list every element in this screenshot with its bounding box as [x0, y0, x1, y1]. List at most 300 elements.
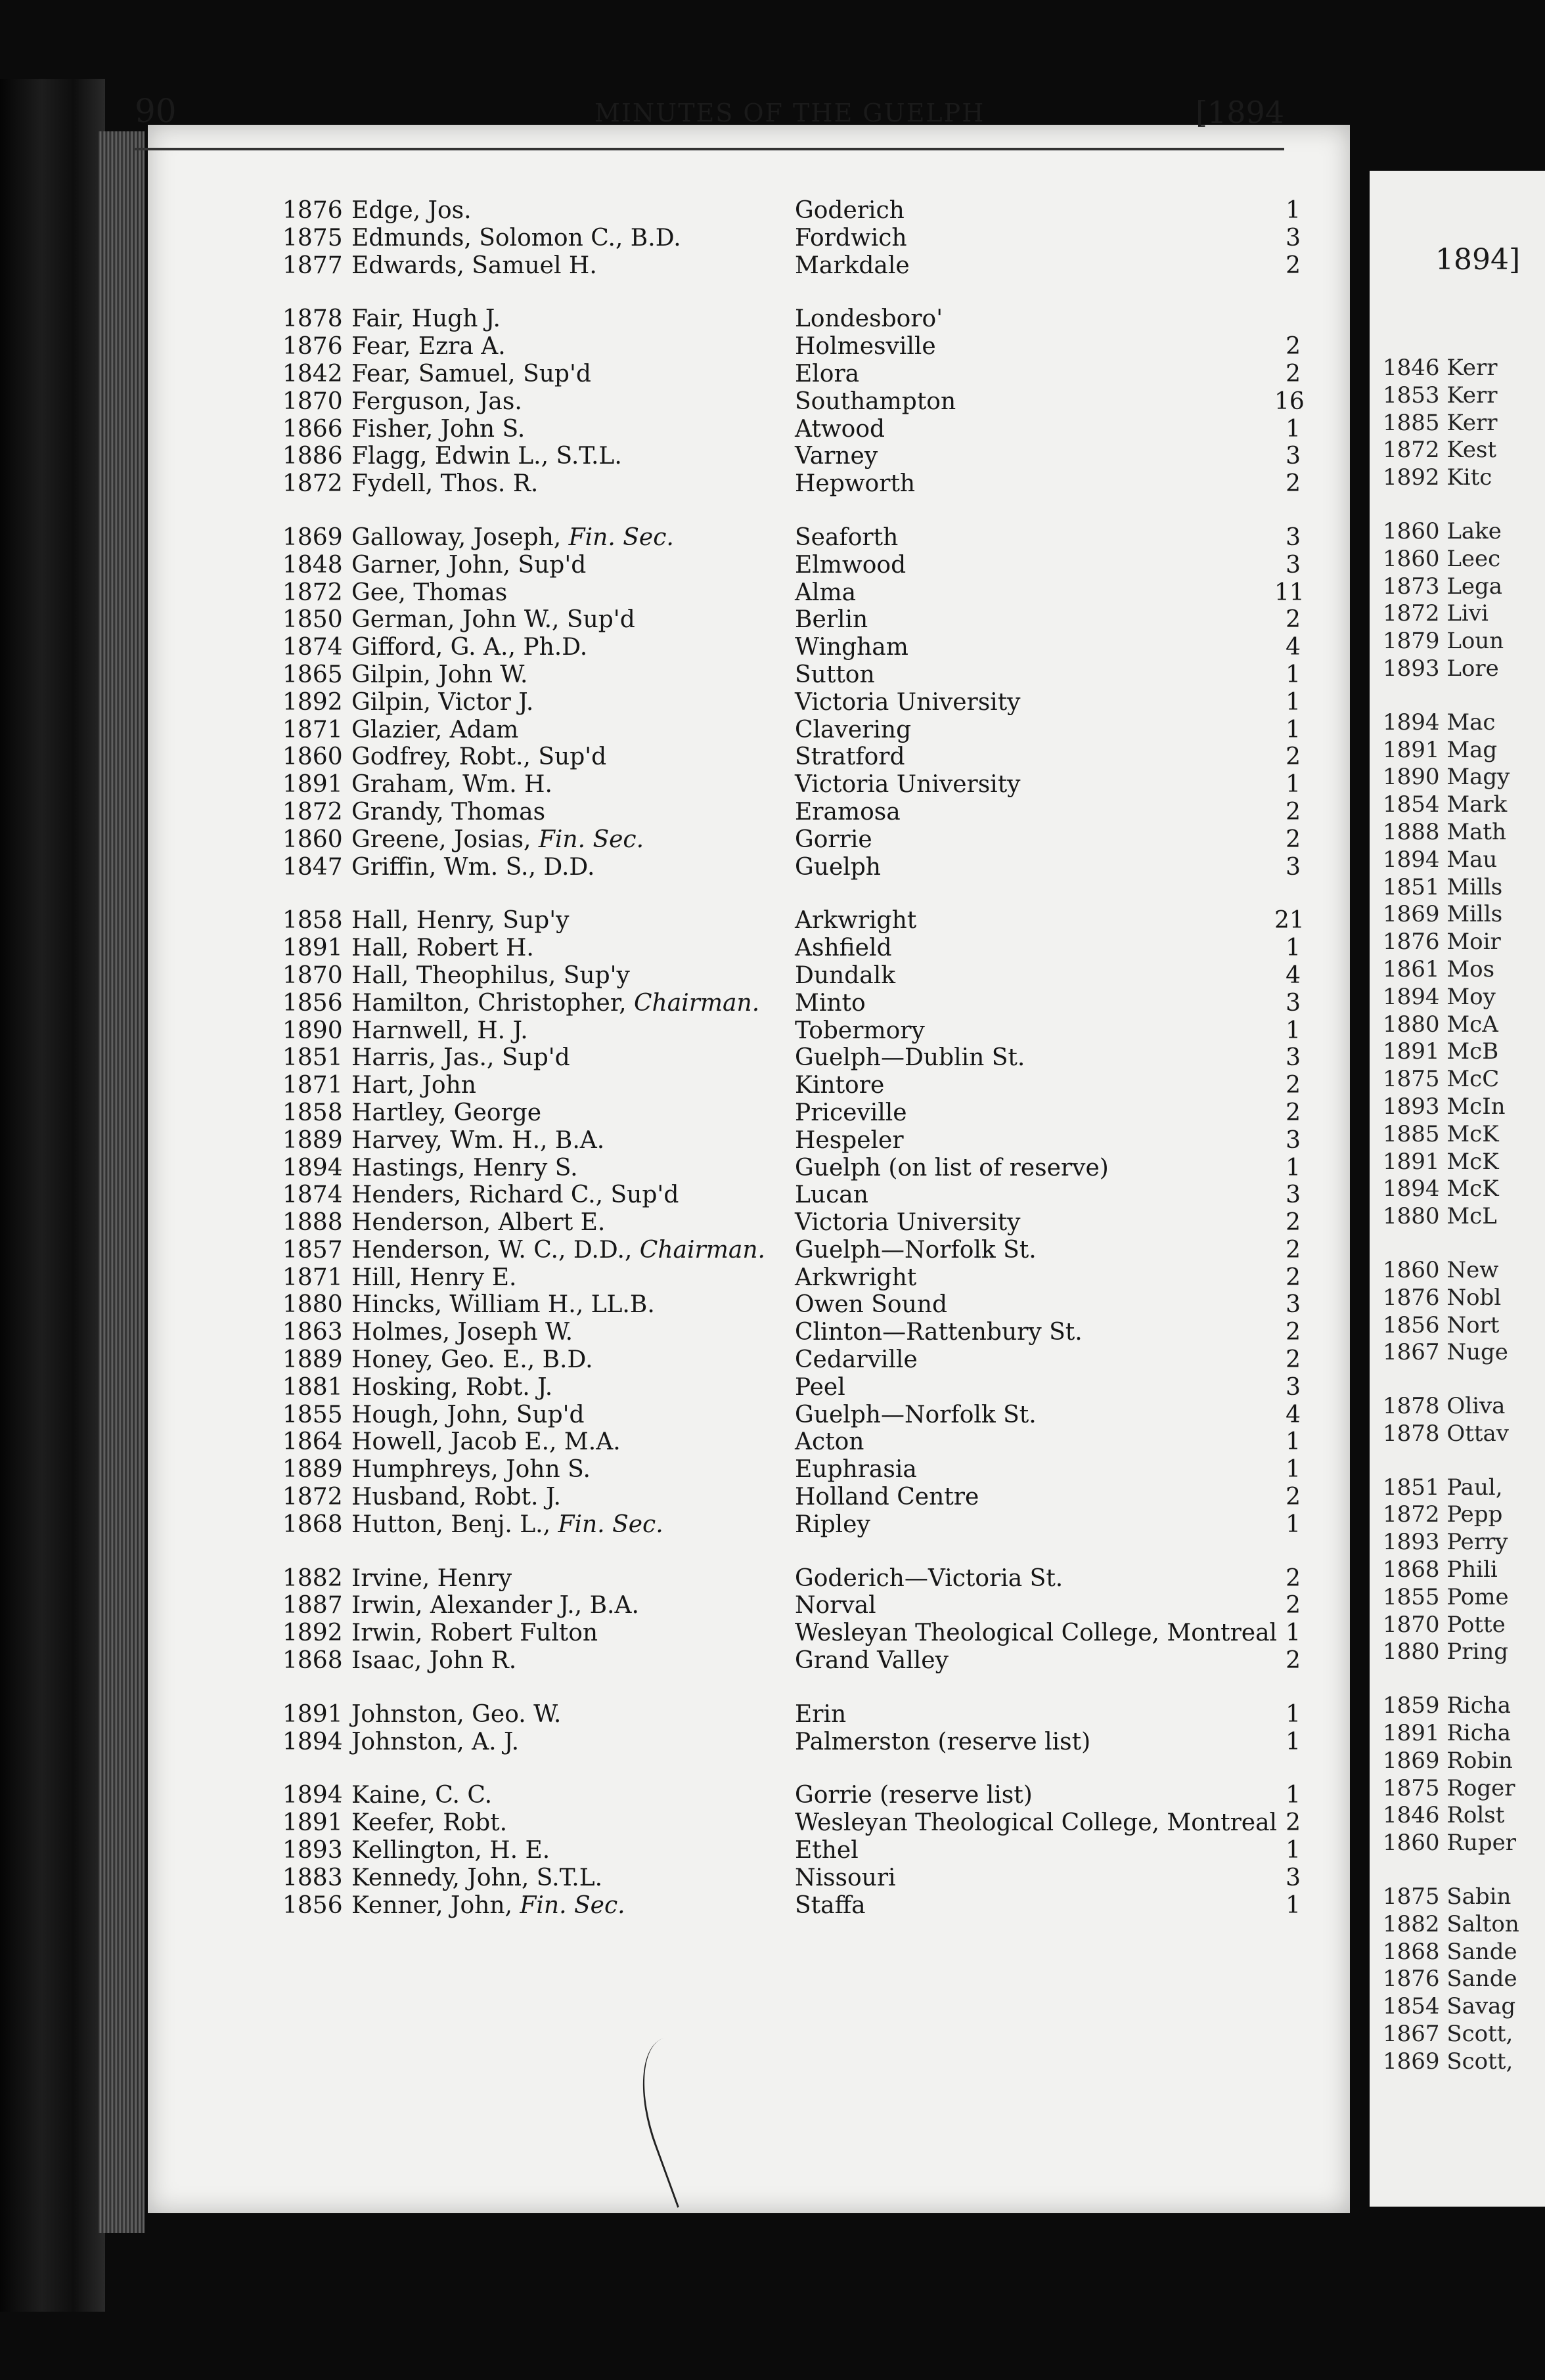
entry-year: 1860	[282, 826, 343, 853]
right-entry: 1879 Loun	[1383, 628, 1504, 655]
entry-row	[282, 333, 1307, 361]
entry-years-count: 2	[1286, 1099, 1301, 1126]
entry-year: 1876	[282, 333, 343, 361]
entry-years-count: 2	[1286, 826, 1301, 853]
entry-year: 1881	[282, 1373, 343, 1401]
right-entry: 1880 Pring	[1383, 1639, 1509, 1665]
entry-name-text: Hutton, Benj. L.,	[351, 1510, 551, 1538]
entry-station: Holland Centre	[795, 1484, 979, 1511]
entry-years-count: 3	[1286, 1181, 1301, 1209]
entry-row	[282, 743, 1307, 771]
entry-name	[351, 634, 587, 661]
entry-years-count: 4	[1286, 1401, 1301, 1428]
entry-row	[282, 1072, 1307, 1099]
entry-row	[282, 1837, 1307, 1864]
right-entry: 1892 Kitc	[1383, 464, 1492, 491]
entry-name	[351, 1592, 639, 1620]
entry-station: Minto	[795, 989, 866, 1017]
entry-station: Norval	[795, 1592, 876, 1620]
entry-years-count: 3	[1286, 224, 1301, 252]
entry-row	[282, 907, 1307, 935]
entry-year: 1864	[282, 1428, 343, 1456]
entry-office: Fin. Sec.	[558, 1510, 663, 1538]
entry-year: 1887	[282, 1592, 343, 1620]
entry-station: Alma	[795, 579, 857, 606]
entry-row	[282, 1291, 1307, 1319]
entry-year: 1890	[282, 1017, 343, 1044]
entry-station: Kintore	[795, 1072, 885, 1099]
entry-year: 1894	[282, 1782, 343, 1809]
entry-row	[282, 1701, 1307, 1729]
entry-station: Peel	[795, 1373, 845, 1401]
entry-name-text: Johnston, A. J.	[351, 1728, 520, 1755]
entry-station: Victoria University	[795, 771, 1021, 799]
entry-group	[282, 305, 1307, 498]
entry-years-count: 2	[1286, 333, 1301, 361]
entry-name	[351, 716, 518, 744]
entry-year: 1863	[282, 1319, 343, 1346]
entry-name	[351, 1237, 765, 1264]
entry-years-count: 2	[1286, 360, 1301, 387]
entry-name-text: Harnwell, H. J.	[351, 1017, 528, 1044]
entry-station: Berlin	[795, 606, 868, 634]
entry-name-text: Fydell, Thos. R.	[351, 470, 539, 498]
entry-name-text: Hall, Robert H.	[351, 935, 534, 962]
entry-row	[282, 1892, 1307, 1920]
entry-years-count: 1	[1286, 935, 1301, 962]
entry-years-count: 3	[1286, 1044, 1301, 1072]
entry-row	[282, 1155, 1307, 1182]
entry-name	[351, 361, 591, 388]
entry-row	[282, 1511, 1307, 1539]
entry-row	[282, 606, 1307, 634]
entry-group	[282, 1782, 1307, 1919]
entry-group	[282, 197, 1307, 279]
page-year: [1894	[1195, 95, 1284, 130]
entry-name	[351, 1782, 492, 1809]
entry-row	[282, 661, 1307, 689]
entry-row	[282, 1319, 1307, 1346]
entry-years-count: 1	[1286, 688, 1301, 716]
entry-years-count: 1	[1286, 197, 1301, 224]
right-entry: 1856 Nort	[1383, 1311, 1500, 1338]
entry-name-text: Irvine, Henry	[351, 1564, 512, 1592]
entry-name	[351, 524, 674, 552]
entry-year: 1894	[282, 1728, 343, 1755]
right-entry: 1875 McC	[1383, 1066, 1500, 1093]
entry-years-count: 3	[1286, 523, 1301, 551]
right-entry: 1891 Richa	[1383, 1720, 1511, 1747]
entry-station: Guelph—Dublin St.	[795, 1044, 1025, 1072]
entry-station: Hepworth	[795, 470, 916, 498]
entry-row	[282, 962, 1307, 990]
entry-name-text: Garner, John, Sup'd	[351, 551, 587, 579]
right-entry: 1894 Mac	[1383, 709, 1496, 736]
entry-name	[351, 1864, 602, 1892]
entry-name-text: Hartley, George	[351, 1099, 542, 1126]
entry-name	[351, 470, 538, 498]
entry-row	[282, 361, 1307, 388]
entry-name	[351, 1456, 591, 1484]
entry-year: 1865	[282, 661, 343, 688]
entry-station: Ripley	[795, 1510, 870, 1538]
entry-year: 1856	[282, 1891, 343, 1919]
right-group-gap	[1383, 683, 1545, 709]
right-entry: 1853 Kerr	[1383, 382, 1498, 408]
entry-name	[351, 1044, 570, 1072]
entry-name-text: Glazier, Adam	[351, 716, 519, 743]
entry-station: Seaforth	[795, 523, 899, 551]
right-entry: 1880 McL	[1383, 1203, 1497, 1230]
right-group-gap	[1383, 1666, 1545, 1692]
entry-name-text: Irwin, Robert Fulton	[351, 1620, 598, 1647]
entry-name-text: Hamilton, Christopher,	[351, 989, 627, 1017]
entry-year: 1894	[282, 1154, 343, 1181]
entry-year: 1874	[282, 634, 343, 661]
entry-years-count: 2	[1286, 1564, 1301, 1592]
entry-years-count: 1	[1286, 716, 1301, 743]
right-entry: 1891 Mag	[1383, 736, 1498, 763]
entry-station: Tobermory	[795, 1017, 925, 1044]
entry-year: 1893	[282, 1837, 343, 1864]
right-entry: 1860 Ruper	[1383, 1830, 1516, 1857]
entry-name	[351, 1291, 655, 1319]
entry-name	[351, 935, 534, 962]
entry-year: 1855	[282, 1401, 343, 1428]
right-page-column	[1383, 355, 1545, 2102]
entry-year: 1871	[282, 1264, 343, 1291]
entry-row	[282, 716, 1307, 744]
entry-name-text: Harvey, Wm. H., B.A.	[351, 1126, 605, 1154]
entry-year: 1888	[282, 1209, 343, 1237]
entry-name-text: Grandy, Thomas	[351, 798, 546, 826]
entry-name-text: Flagg, Edwin L., S.T.L.	[351, 443, 622, 470]
entry-years-count: 3	[1286, 1373, 1301, 1401]
right-entry: 1861 Mos	[1383, 956, 1495, 982]
entry-name-text: Honey, Geo. E., B.D.	[351, 1346, 593, 1374]
entry-name	[351, 826, 644, 854]
entry-station: Euphrasia	[795, 1456, 917, 1484]
entry-station: Guelph	[795, 853, 881, 881]
entry-name-text: German, John W., Sup'd	[351, 606, 635, 634]
entry-row	[282, 771, 1307, 799]
entry-station: Acton	[795, 1428, 864, 1456]
entry-name-text: Gilpin, Victor J.	[351, 688, 534, 716]
right-entry: 1854 Mark	[1383, 791, 1508, 818]
entry-years-count: 1	[1286, 1510, 1301, 1538]
entry-year: 1860	[282, 743, 343, 771]
entry-name-text: Henderson, W. C., D.D.,	[351, 1236, 633, 1264]
entry-year: 1872	[282, 798, 343, 826]
entry-year: 1880	[282, 1291, 343, 1319]
entry-years-count: 21	[1274, 907, 1305, 935]
right-entry: 1885 McK	[1383, 1120, 1499, 1147]
entry-years-count: 3	[1286, 853, 1301, 881]
entry-name	[351, 1809, 507, 1837]
right-entry: 1869 Robin	[1383, 1747, 1513, 1774]
entry-station: Goderich	[795, 197, 905, 224]
right-entry: 1867 Scott,	[1383, 2021, 1513, 2048]
entry-name	[351, 1565, 512, 1593]
entry-years-count: 2	[1286, 1264, 1301, 1291]
entry-year: 1870	[282, 961, 343, 989]
entry-station: Arkwright	[795, 1264, 917, 1291]
entry-row	[282, 1620, 1307, 1647]
right-entry: 1875 Sabin	[1383, 1884, 1511, 1910]
entry-station: Gorrie (reserve list)	[795, 1782, 1033, 1809]
entry-years-count: 1	[1286, 415, 1301, 443]
right-entry: 1870 Potte	[1383, 1611, 1506, 1638]
entry-name	[351, 1155, 578, 1182]
entry-row	[282, 1456, 1307, 1484]
entry-name	[351, 1729, 519, 1756]
entry-name-text: Gee, Thomas	[351, 579, 508, 606]
entry-name	[351, 606, 635, 634]
entry-year: 1877	[282, 252, 343, 279]
entry-name-text: Fear, Samuel, Sup'd	[351, 360, 591, 387]
entry-row	[282, 579, 1307, 607]
entry-name-text: Henderson, Albert E.	[351, 1209, 606, 1237]
entry-name	[351, 1319, 573, 1346]
entry-name	[351, 1484, 561, 1511]
entry-name	[351, 962, 630, 990]
entry-name-text: Johnston, Geo. W.	[351, 1700, 562, 1728]
entry-station: Erin	[795, 1700, 847, 1728]
entry-name	[351, 1892, 625, 1920]
entry-years-count: 2	[1286, 1319, 1301, 1346]
entry-years-count: 2	[1286, 743, 1301, 771]
entry-years-count: 2	[1286, 1647, 1301, 1675]
entry-row	[282, 524, 1307, 552]
entry-year: 1891	[282, 935, 343, 962]
entry-name	[351, 1647, 516, 1675]
entry-station: Gorrie	[795, 826, 872, 853]
entry-name-text: Hart, John	[351, 1072, 476, 1099]
entry-year: 1871	[282, 1072, 343, 1099]
entry-name-text: Holmes, Joseph W.	[351, 1319, 573, 1346]
entry-name-text: Griffin, Wm. S., D.D.	[351, 853, 595, 881]
entry-office: Chairman.	[634, 989, 760, 1017]
right-group-gap	[1383, 1231, 1545, 1257]
entry-name-text: Gifford, G. A., Ph.D.	[351, 634, 588, 661]
entry-station: Staffa	[795, 1891, 866, 1919]
entry-station: Atwood	[795, 415, 885, 443]
right-entry: 1894 McK	[1383, 1176, 1499, 1202]
entry-name	[351, 1511, 663, 1539]
entry-year: 1889	[282, 1346, 343, 1374]
entry-name	[351, 907, 569, 935]
entry-row	[282, 990, 1307, 1017]
entry-station: Londesboro'	[795, 305, 943, 333]
entry-name	[351, 743, 606, 771]
entry-station: Guelph—Norfolk St.	[795, 1236, 1037, 1264]
entry-years-count: 2	[1286, 1484, 1301, 1511]
right-entry: 1867 Nuge	[1383, 1339, 1508, 1366]
right-entry: 1891 McK	[1383, 1148, 1499, 1175]
page-edges	[99, 131, 145, 2233]
right-entry: 1894 Mau	[1383, 846, 1498, 873]
right-entry: 1894 Moy	[1383, 983, 1496, 1010]
right-entry: 1846 Rolst	[1383, 1802, 1505, 1829]
entry-name	[351, 1072, 476, 1099]
entry-years-count: 1	[1286, 1456, 1301, 1484]
right-entry: 1846 Kerr	[1383, 355, 1498, 381]
entry-station: Lucan	[795, 1181, 868, 1209]
right-entry: 1860 New	[1383, 1256, 1499, 1283]
entry-row	[282, 1401, 1307, 1429]
entry-row	[282, 799, 1307, 826]
entry-name-text: Galloway, Joseph,	[351, 523, 562, 551]
entry-year: 1866	[282, 415, 343, 443]
entry-row	[282, 1237, 1307, 1264]
right-group-gap	[1383, 1448, 1545, 1474]
entry-name	[351, 1837, 550, 1864]
entry-name	[351, 1209, 605, 1237]
entry-year: 1858	[282, 907, 343, 935]
entry-name-text: Kennedy, John, S.T.L.	[351, 1864, 603, 1891]
right-entry: 1890 Magy	[1383, 764, 1510, 791]
entry-name-text: Fisher, John S.	[351, 415, 526, 443]
entry-name-text: Irwin, Alexander J., B.A.	[351, 1592, 639, 1620]
entry-station: Goderich—Victoria St.	[795, 1564, 1064, 1592]
entry-year: 1850	[282, 606, 343, 634]
entry-year: 1868	[282, 1510, 343, 1538]
right-entry: 1868 Sande	[1383, 1938, 1517, 1965]
right-entry: 1882 Salton	[1383, 1910, 1519, 1937]
entry-name-text: Hill, Henry E.	[351, 1264, 517, 1291]
minister-list	[282, 197, 1307, 1945]
entry-years-count: 1	[1286, 1620, 1301, 1647]
entry-station: Cedarville	[795, 1346, 918, 1374]
entry-years-count: 1	[1286, 1728, 1301, 1755]
entry-year: 1869	[282, 523, 343, 551]
entry-years-count: 1	[1286, 1891, 1301, 1919]
entry-years-count: 1	[1286, 1017, 1301, 1044]
entry-years-count: 2	[1286, 252, 1301, 279]
entry-name	[351, 1181, 679, 1209]
entry-office: Chairman.	[639, 1236, 765, 1264]
entry-station: Priceville	[795, 1099, 907, 1126]
entry-year: 1851	[282, 1044, 343, 1072]
entry-year: 1868	[282, 1647, 343, 1675]
entry-years-count: 1	[1286, 1782, 1301, 1809]
entry-year: 1842	[282, 360, 343, 387]
right-entry: 1854 Savag	[1383, 1993, 1516, 2020]
entry-station: Sutton	[795, 661, 875, 688]
entry-row	[282, 1099, 1307, 1127]
entry-row	[282, 416, 1307, 443]
header-rule	[135, 148, 1284, 150]
entry-years-count: 1	[1286, 661, 1301, 688]
right-entry: 1888 Math	[1383, 818, 1506, 845]
entry-name-text: Kaine, C. C.	[351, 1782, 493, 1809]
entry-name-text: Henders, Richard C., Sup'd	[351, 1181, 679, 1209]
entry-row	[282, 1044, 1307, 1072]
entry-years-count: 1	[1286, 1428, 1301, 1456]
entry-name-text: Edge, Jos.	[351, 197, 472, 224]
entry-row	[282, 388, 1307, 416]
entry-year: 1886	[282, 443, 343, 470]
entry-year: 1891	[282, 1809, 343, 1837]
right-entry: 1851 Paul,	[1383, 1474, 1503, 1501]
entry-name-text: Keefer, Robt.	[351, 1809, 508, 1837]
right-entry: 1873 Lega	[1383, 573, 1503, 600]
entry-years-count: 2	[1286, 1346, 1301, 1374]
entry-row	[282, 552, 1307, 579]
entry-row	[282, 252, 1307, 280]
entry-years-count: 1	[1286, 1154, 1301, 1181]
entry-name	[351, 771, 552, 799]
entry-name-text: Isaac, John R.	[351, 1647, 517, 1675]
right-page-year: 1894]	[1435, 243, 1521, 276]
right-group-gap	[1383, 2076, 1545, 2102]
entry-name-text: Howell, Jacob E., M.A.	[351, 1428, 621, 1456]
entry-row	[282, 305, 1307, 333]
entry-name-text: Edwards, Samuel H.	[351, 252, 597, 279]
entry-years-count: 2	[1286, 1072, 1301, 1099]
entry-year: 1858	[282, 1099, 343, 1126]
right-entry: 1860 Lake	[1383, 518, 1502, 544]
entry-year: 1882	[282, 1564, 343, 1592]
entry-row	[282, 1864, 1307, 1892]
entry-name-text: Harris, Jas., Sup'd	[351, 1044, 570, 1072]
entry-name	[351, 333, 506, 361]
entry-years-count: 2	[1286, 470, 1301, 498]
entry-name	[351, 689, 533, 716]
entry-name-text: Kellington, H. E.	[351, 1837, 550, 1864]
right-entry: 1891 McB	[1383, 1038, 1499, 1065]
entry-year: 1870	[282, 387, 343, 415]
entry-row	[282, 1565, 1307, 1593]
entry-name	[351, 1017, 528, 1045]
entry-name	[351, 443, 622, 470]
entry-name	[351, 579, 507, 607]
entry-station: Markdale	[795, 252, 910, 279]
entry-group	[282, 1565, 1307, 1675]
right-entry: 1876 Nobl	[1383, 1284, 1502, 1311]
entry-row	[282, 1374, 1307, 1401]
entry-row	[282, 470, 1307, 498]
entry-row	[282, 1346, 1307, 1374]
entry-name-text: Hall, Theophilus, Sup'y	[351, 961, 630, 989]
entry-year: 1883	[282, 1864, 343, 1891]
entry-row	[282, 1647, 1307, 1675]
entry-row	[282, 1809, 1307, 1837]
entry-row	[282, 1181, 1307, 1209]
entry-station: Wesleyan Theological College, Montreal	[795, 1809, 1278, 1837]
entry-office: Fin. Sec.	[520, 1891, 625, 1919]
entry-row	[282, 826, 1307, 854]
entry-row	[282, 634, 1307, 661]
right-entry: 1872 Pepp	[1383, 1501, 1503, 1528]
entry-year: 1889	[282, 1126, 343, 1154]
right-entry: 1872 Kest	[1383, 437, 1497, 464]
entry-station: Wesleyan Theological College, Montreal	[795, 1620, 1278, 1647]
entry-station: Owen Sound	[795, 1291, 948, 1319]
right-entry: 1878 Oliva	[1383, 1393, 1506, 1420]
entry-row	[282, 1484, 1307, 1511]
entry-station: Southampton	[795, 387, 956, 415]
entry-row	[282, 1782, 1307, 1809]
entry-year: 1848	[282, 551, 343, 579]
entry-name	[351, 1428, 621, 1456]
entry-station: Holmesville	[795, 333, 936, 361]
right-entry: 1875 Roger	[1383, 1774, 1515, 1801]
entry-name	[351, 854, 594, 881]
entry-years-count: 3	[1286, 551, 1301, 579]
entry-name-text: Greene, Josias,	[351, 826, 531, 853]
entry-years-count: 4	[1286, 961, 1301, 989]
